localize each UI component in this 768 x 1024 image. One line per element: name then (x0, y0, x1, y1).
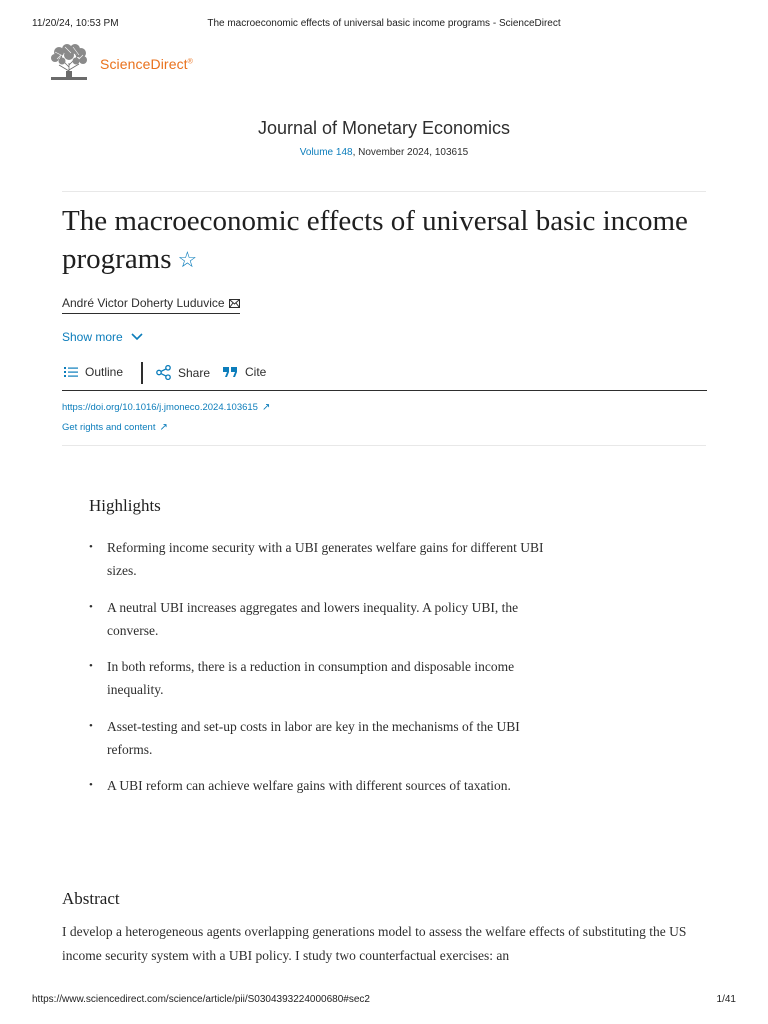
abstract-heading: Abstract (62, 889, 120, 908)
cite-label: Cite (245, 365, 267, 379)
highlights-list (89, 536, 559, 811)
toolbar-separator (141, 362, 143, 384)
journal-title[interactable]: Journal of Monetary Economics (257, 118, 511, 138)
envelope-icon (229, 299, 240, 308)
print-url: https://www.sciencedirect.com/science/article/pii/S0304393224000680#sec2 (32, 994, 370, 1005)
chevron-down-icon (131, 333, 143, 341)
highlight-item: • Reforming income security with a UBI generates welfare gains for different UBI sizes. (89, 536, 559, 582)
author-name: André Victor Doherty Luduvice (62, 296, 225, 310)
show-more-button[interactable] (62, 330, 143, 344)
highlight-item: • Asset-testing and set-up costs in labor are key in the mechanisms of the UBI reforms. (89, 715, 559, 761)
volume-details: , November 2024, 103615 (352, 147, 469, 158)
share-label: Share (178, 365, 211, 380)
highlight-item: • A neutral UBI increases aggregates and lowers inequality. A policy UBI, the converse. (89, 596, 559, 642)
share-button[interactable] (156, 365, 210, 380)
print-page-title: The macroeconomic effects of universal basic income programs - ScienceDirect (207, 18, 561, 29)
elsevier-tree-icon (49, 43, 89, 81)
share-icon (156, 365, 171, 380)
outline-label: Outline (85, 365, 124, 379)
abstract-text: I develop a heterogeneous agents overlapping generations model to assess the welfare effects of substituting the US income security system with a UBI policy. I study two counterfactual exercises: an (62, 924, 687, 963)
sciencedirect-logo[interactable] (49, 43, 193, 81)
sciencedirect-wordmark: ScienceDirect® (100, 56, 193, 72)
outline-button[interactable] (64, 365, 123, 379)
print-datetime: 11/20/24, 10:53 PM (32, 18, 119, 29)
doi-link[interactable] (62, 402, 270, 413)
journal-volume-line (0, 147, 768, 158)
quote-icon (223, 366, 238, 378)
rights-link[interactable] (62, 422, 168, 433)
highlight-item: • A UBI reform can achieve welfare gains with different sources of taxation. (89, 774, 559, 797)
article-toolbar (62, 362, 707, 391)
cite-button[interactable] (223, 365, 266, 379)
rights-text: Get rights and content (62, 422, 156, 433)
external-link-icon: ↗ (159, 422, 168, 433)
divider (62, 445, 706, 446)
highlights-heading: Highlights (89, 496, 161, 515)
print-page-number: 1/41 (716, 994, 736, 1005)
star-icon[interactable]: ☆ (177, 247, 198, 272)
highlight-item: • In both reforms, there is a reduction in consumption and disposable income inequality. (89, 655, 559, 701)
doi-text: https://doi.org/10.1016/j.jmoneco.2024.103615 (62, 402, 258, 413)
list-icon (64, 366, 78, 378)
external-link-icon: ↗ (261, 402, 271, 413)
divider (62, 191, 706, 192)
print-header (32, 18, 736, 34)
print-footer (32, 994, 736, 1008)
author-link[interactable] (62, 296, 240, 314)
volume-link[interactable]: Volume 148 (299, 147, 353, 158)
show-more-label: Show more (62, 330, 123, 344)
article-title: The macroeconomic effects of universal basic income programs ☆ (62, 205, 688, 275)
